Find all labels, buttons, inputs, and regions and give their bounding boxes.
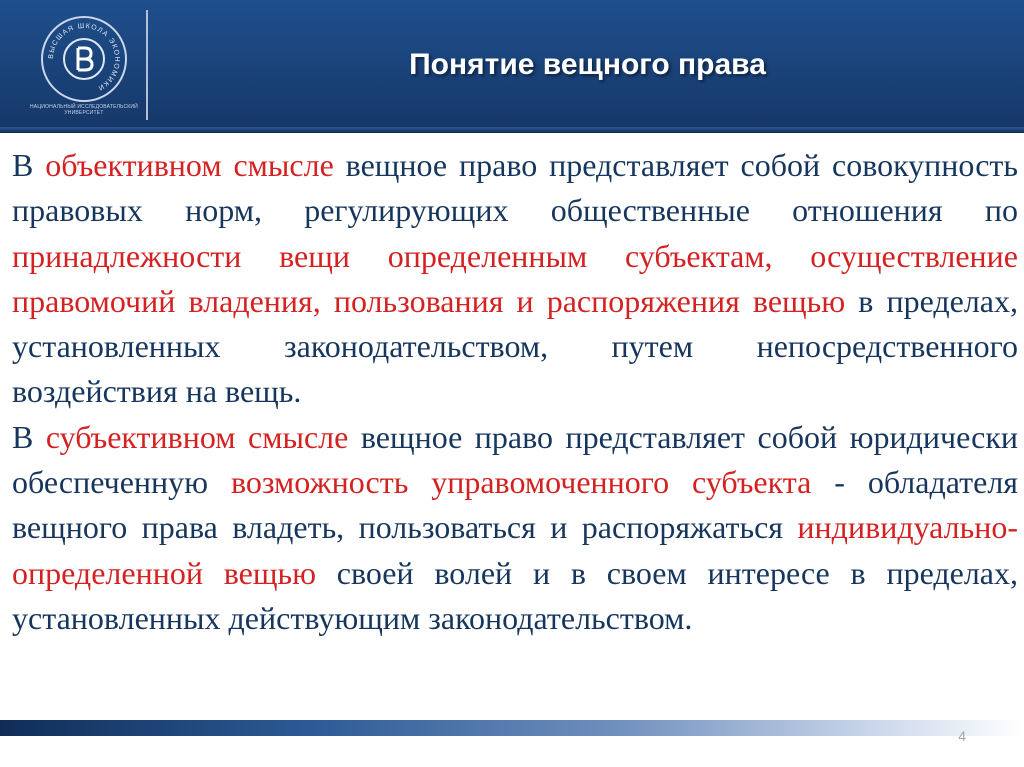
paragraph-1	[12, 143, 1018, 415]
highlighted-term: возможность управомоченного субъекта	[230, 464, 812, 501]
highlighted-term: индивидуально-определенной вещью	[12, 509, 1018, 591]
body-text: вещное право представляет собой совокупность правовых норм, регулирующих общественные отношения по	[12, 147, 1018, 229]
body-text: В	[12, 147, 46, 183]
body-text: - обладателя вещного права владеть, пользоваться и распоряжаться	[12, 464, 1019, 546]
logo-subtitle: НАЦИОНАЛЬНЫЙ ИССЛЕДОВАТЕЛЬСКИЙ УНИВЕРСИТЕТ	[30, 104, 138, 116]
body-text: вещное право представляет собой юридически обеспеченную	[12, 418, 1019, 501]
slide-title: Понятие вещного права	[409, 48, 766, 81]
slide-header	[0, 0, 1024, 133]
highlighted-term: принадлежности вещи определенным субъектам, осуществление правомочий владения, пользования и распоряжения вещью	[12, 237, 1018, 319]
footer-bar	[0, 720, 1024, 736]
slide-body	[12, 143, 1018, 641]
logo-ring-text: ВЫСШАЯ ШКОЛА ЭКОНОМИКИ	[47, 22, 121, 92]
paragraph-2	[12, 415, 1018, 641]
body-text: В	[12, 418, 46, 455]
body-text: своей волей и в своем интересе в пределах, установленных действующим законодательством.	[12, 554, 1019, 636]
body-text: в пределах, установленных законодательством, путем непосредственного воздействия на вещь.	[12, 282, 1019, 410]
highlighted-term: субъективном смысле	[45, 418, 349, 455]
page-number: 4	[958, 728, 966, 744]
highlighted-term: объективном смысле	[45, 147, 334, 183]
